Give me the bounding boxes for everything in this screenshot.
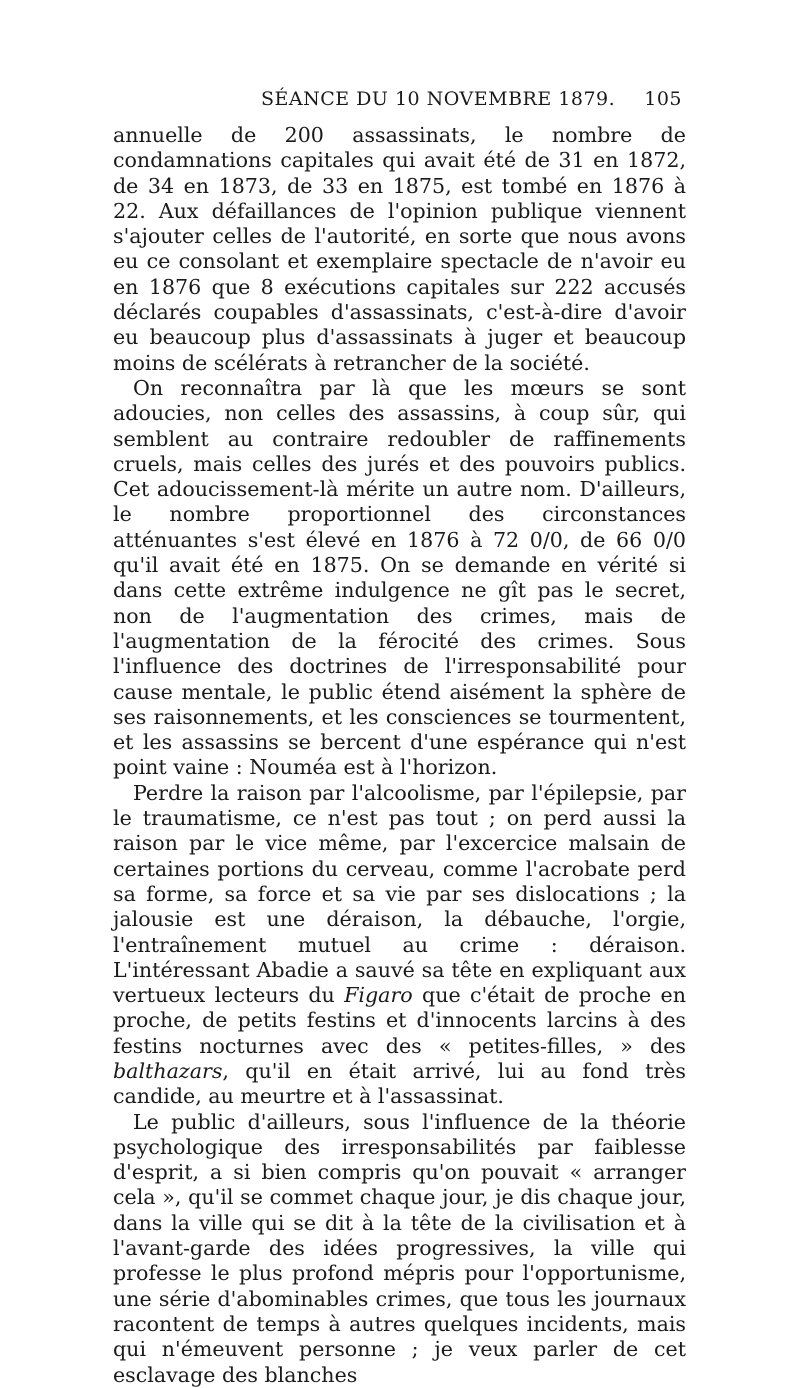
paragraph-3 [113, 781, 686, 1110]
running-head [113, 88, 686, 118]
italic-title-figaro: Figaro [344, 983, 413, 1008]
book-page [113, 88, 686, 1388]
paragraph-1: annuelle de 200 assassinats, le nombre de condamnations capitales qui avait été de 31 en 1872, de 34 en 1873, de 33 en 1875, est tombé en 1876 à 22. Aux défaillances de l'opinion publique viennent s'ajouter celles de l'autorité, en sorte que nous avons eu ce consolant et exemplaire spectacle de n'avoir eu en 1876 que 8 exécutions capitales sur 222 accusés déclarés coupables d'assassinats, c'est-à-dire d'avoir eu beaucoup plus d'assassinats à juger et beaucoup moins de scélérats à retrancher de la société. [113, 123, 686, 375]
text-run: Perdre la raison par l'alcoolisme, par l'épilepsie, par le traumatisme, ce n'est pas tout ; on perd aussi la raison par le vice même, par l'excercice malsain de certaines portions du cerveau, comme l'acrobate perd sa forme, sa force et sa vie par ses dislocations ; la jalousie est une déraison, la débauche, l'orgie, l'entraînement mutuel au crime : déraison. L'intéressant Abadie a sauvé sa tête en expliquant aux vertueux lecteurs du [113, 780, 686, 1008]
body-text [113, 123, 686, 1388]
running-title: SÉANCE DU 10 NOVEMBRE 1879. [261, 88, 616, 110]
paragraph-2: On reconnaîtra par là que les mœurs se sont adoucies, non celles des assassins, à coup sûr, qui semblent au contraire redoubler de raffinements cruels, mais celles des jurés et des pouvoirs publics. Cet adoucissement-là mérite un autre nom. D'ailleurs, le nombre proportionnel des circonstances atténuantes s'est élevé en 1876 à 72 0/0, de 66 0/0 qu'il avait été en 1875. On se demande en vérité si dans cette extrême indulgence ne gît pas le secret, non de l'augmentation des crimes, mais de l'augmentation de la férocité des crimes. Sous l'influence des doctrines de l'irresponsabilité pour cause mentale, le public étend aisément la sphère de ses raisonnements, et les consciences se tourmentent, et les assassins se bercent d'une espérance qui n'est point vaine : Nouméa est à l'horizon. [113, 375, 686, 780]
text-run: , qu'il en était arrivé, lui au fond très candide, au meurtre et à l'assassinat. [113, 1058, 686, 1109]
text-run: que c'était de proche en proche, de petits festins et d'innocents larcins à des festins nocturnes avec des « petites-filles, » des [113, 983, 686, 1058]
paragraph-4: Le public d'ailleurs, sous l'influence de la théorie psychologique des irresponsabilités par faiblesse d'esprit, a si bien compris qu'on pouvait « arranger cela », qu'il se commet chaque jour, je dis chaque jour, dans la ville qui se dit à la tête de la civilisation et à l'avant-garde des idées progressives, la ville qui professe le plus profond mépris pour l'opportunisme, une série d'abominables crimes, que tous les journaux racontent de temps à autres quelques incidents, mais qui n'émeuvent personne ; je veux parler de cet esclavage des blanches [113, 1109, 686, 1387]
italic-word-balthazars: balthazars [113, 1058, 223, 1083]
page-number: 105 [644, 88, 682, 110]
